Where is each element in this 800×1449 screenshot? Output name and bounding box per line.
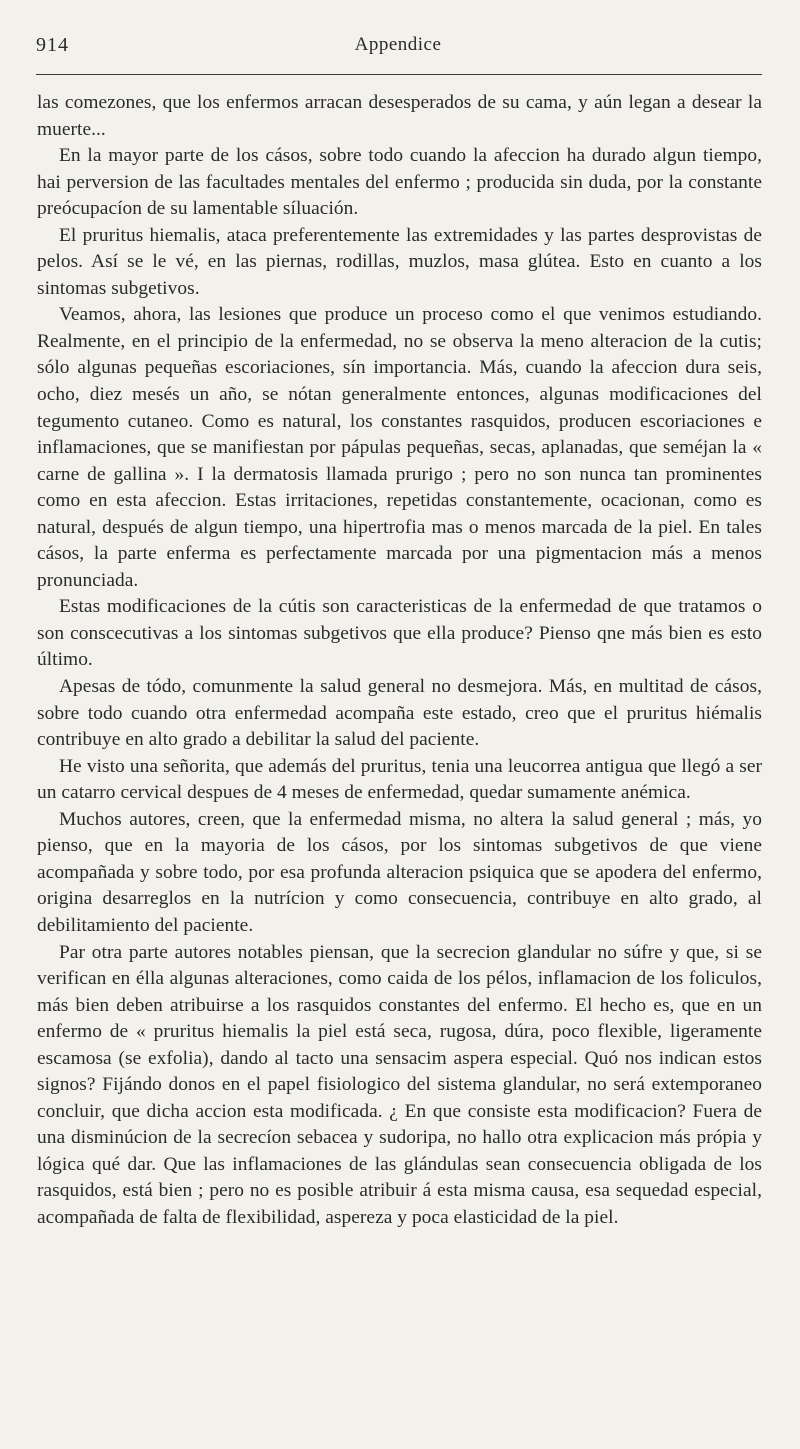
paragraph: Muchos autores, creen, que la enfermedad misma, no altera la salud general ; más, yo pienso, que en la mayoria de los cásos, por los sintomas subgetivos de que viene acompañada y sobre todo, por esa profunda alteracion psiquica que se apodera del enfermo, origina desarreglos en la nutrícion y como consecuencia, contribuye en alto grado, al debilitamiento del paciente. xyxy=(37,808,762,936)
paragraph: Apesas de tódo, comunmente la salud general no desmejora. Más, en multitad de cásos, sobre todo cuando otra enfermedad acompaña este estado, creo que el pruritus hiémalis contribuye en alto grado a debilitar la salud del paciente. xyxy=(37,676,762,751)
paragraph: Veamos, ahora, las lesiones que produce un proceso como el que venimos estudiando. Realmente, en el principio de la enfermedad, no se observa la meno alteracion de la cutis; sólo algunas pequeñas escoriaciones, sín importancia. Más, cuando la afeccion dura seis, ocho, diez mesés un año, se nótan generalmente entonces, algunas modificaciones del tegumento cutaneo. Como es natural, los constantes rasquidos, producen escoriaciones e inflamaciones, que se manifiestan por pápulas pequeñas, secas, aplanadas, que seméjan la « carne de gallina ». I la dermatosis llamada prurigo ; pero no son nunca tan prominentes como en esta afeccion. Estas irritaciones, repetidas constantemente, ocacionan, como es natural, después de algun tiempo, una hipertrofia mas o menos marcada de la piel. En tales cásos, la parte enferma es perfectamente marcada por una pigmentacion más a menos pronunciada. xyxy=(37,304,762,591)
paragraph: He visto una señorita, que además del pruritus, tenia una leucorrea antigua que llegó a ser un catarro cervical despues de 4 meses de enfermedad, quedar sumamente anémica. xyxy=(37,755,762,804)
paragraph: Par otra parte autores notables piensan, que la secrecion glandular no súfre y que, si se verifican en élla algunas alteraciones, como caida de los pélos, inflamacion de los foliculos, más bien deben atribuirse a los rasquidos constantes del enfermo. El hecho es, que en un enfermo de « pruritus hiemalis la piel está seca, rugosa, dúra, poco flexible, ligeramente escamosa (se exfolia), dando al tacto una sensacim aspera especial. Quó nos indican estos signos? Fijándo donos en el papel fisiologico del sistema glandular, no será extemporaneo concluir, que dicha accion esta modificada. ¿ En que consiste esta modificacion? Fuera de una disminúcion de la secrecíon sebacea y sudoripa, no hallo otra explicacion más própia y lógica qué dar. Que las inflamaciones de las glándulas sean consecuencia obligada de los rasquidos, está bien ; pero no es posible atribuir á esta misma causa, esa sequedad especial, acompañada de falta de flexibilidad, aspereza y poca elasticidad de la piel. xyxy=(37,941,762,1228)
page-header xyxy=(36,28,760,62)
running-title: Appendice xyxy=(354,34,442,55)
header-rule xyxy=(36,74,762,75)
paragraph: las comezones, que los enfermos arracan desesperados de su cama, y aún legan a desear la muerte... xyxy=(37,92,762,140)
paragraph: En la mayor parte de los cásos, sobre todo cuando la afeccion ha durado algun tiempo, hai perversion de las facultades mentales del enfermo ; producida sin duda, por la constante preócupacíon de su lamentable síluación. xyxy=(37,145,762,220)
page-number: 914 xyxy=(36,34,69,56)
paragraph: Estas modificaciones de la cútis son caracteristicas de la enfermedad de que tratamos o son conscecutivas a los sintomas subgetivos que ella produce? Pienso qne más bien es esto último. xyxy=(37,596,762,671)
paragraph: El pruritus hiemalis, ataca preferentemente las extremidades y las partes desprovistas de pelos. Así se le vé, en las piernas, rodillas, muzlos, masa glútea. Esto en cuanto a los sintomas subgetivos. xyxy=(37,224,762,299)
body-text xyxy=(37,90,762,1232)
